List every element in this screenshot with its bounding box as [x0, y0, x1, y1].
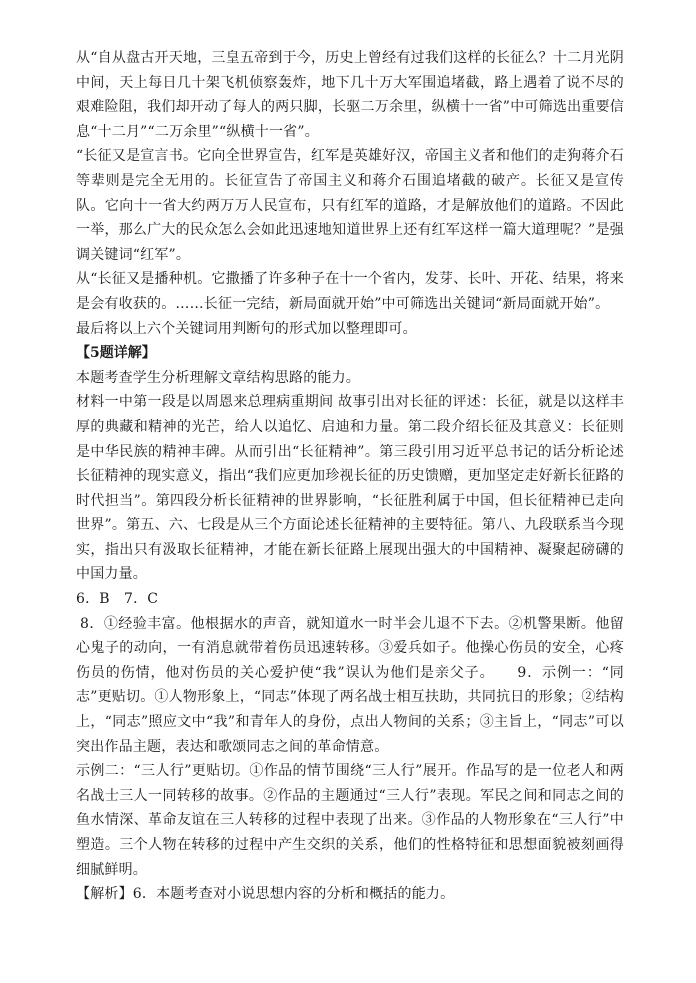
paragraph-analysis-q6: 【解析】6．本题考查对小说思想内容的分析和概括的能力。: [76, 886, 455, 903]
answer-q9-example-two: 示例二：“三人行”更贴切。①作品的情节围绕“三人行”展开。作品写的是一位老人和两名战士三人一同转移的故事。②作品的主题通过“三人行”表现。军民之间和同志之间的鱼水情深、革命友谊在三人转移的过程中表现了出来。③作品的人物形象在“三人行”中塑造。三个人物在转移的过程中产生交织的关系，他们的性格特征和思想面貌被刻画得细腻鲜明。: [76, 763, 624, 878]
paragraph-keyword-red-army: “长征又是宣言书。它向全世界宣告，红军是英雄好汉，帝国主义者和他们的走狗蒋介石等辈则是完全无用的。长征宣告了帝国主义和蒋介石围追堵截的破产。长征又是宣传队。它向十一省大约两万万人民宣布，只有红军的道路，才是解放他们的道路。不因此一举，那么广大的民众怎么会如此迅速地知道世界上还有红军这样一篇大道理呢？”是强调关键词“红军”。: [76, 148, 624, 263]
paragraph-q5-analysis: 材料一中第一段是以周恩来总理病重期间 故事引出对长征的评述：长征，就是以这样丰厚的典藏和精神的光芒，给人以追忆、启迪和力量。第二段介绍长征及其意义：长征则是中华民族的精神丰碑。从而引出“长征精神”。第三段引用习近平总书记的话分析论述长征精神的现实意义，指出“我们应更加珍视长征的历史馈赠，更加坚定走好新长征路的时代担当”。第四段分析长征精神的世界影响，“长征胜利属于中国，但长征精神已走向世界”。第五、六、七段是从三个方面论述长征精神的主要特征。第八、九段联系当今现实，指出只有汲取长征精神，才能在新长征路上展现出强大的中国精神、凝聚起磅礴的中国力量。: [76, 394, 624, 583]
answer-q8-q9: 8．①经验丰富。他根据水的声音，就知道水一时半会儿退不下去。②机警果断。他留心鬼子的动向，一有消息就带着伤员迅速转移。③爱兵如子。他操心伤员的安全，心疼伤员的伤情，他对伤员的关心爱护使“我”误认为他们是亲父子。 9．示例一：“同志”更贴切。①人物形象上，“同志”体现了两名战士相互扶助，共同抗日的形象；②结构上，“同志”照应文中“我”和青年人的身份，点出人物间的关系；③主旨上，“同志”可以突出作品主题，表达和歌颂同志之间的革命情意。: [76, 615, 624, 755]
paragraph-q5-intro: 本题考查学生分析理解文章结构思路的能力。: [76, 369, 360, 386]
paragraph-summary-method: 最后将以上六个关键词用判断句的形式加以整理即可。: [76, 320, 417, 337]
section-heading-q5: 【5题详解】: [76, 345, 156, 362]
paragraph-keyword-time-distance: 从“自从盘古开天地，三皇五帝到于今，历史上曾经有过我们这样的长征么？十二月光阴中间，天上每日几十架飞机侦察轰炸，地下几十万大军围追堵截，路上遇着了说不尽的艰难险阻，我们却开动了每人的两只脚，长驱二万余里，纵横十一省”中可筛选出重要信息“十二月”“二万余里”“纵横十一省”。: [76, 50, 624, 140]
answer-text-block: [76, 46, 624, 907]
answer-q6-q7: 6．B 7．C: [76, 591, 159, 608]
paragraph-keyword-new-situation: 从“长征又是播种机。它撒播了许多种子在十一个省内，发芽、长叶、开花、结果，将来是会有收获的。……长征一完结，新局面就开始”中可筛选出关键词“新局面就开始”。: [76, 271, 624, 312]
